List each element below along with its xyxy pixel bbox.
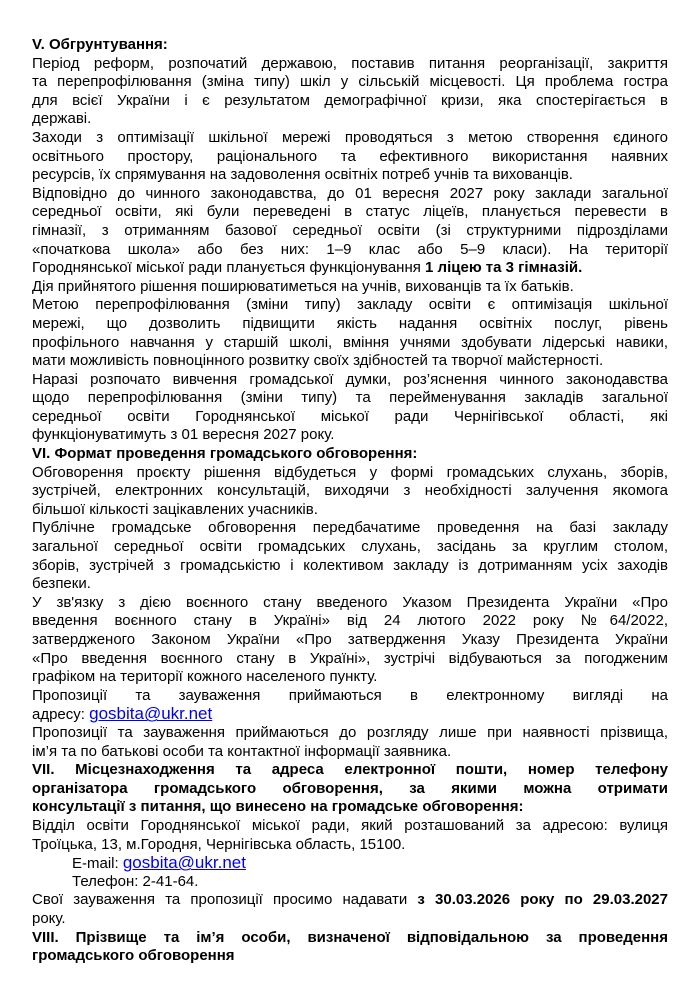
text-line: для всієї України і є результатом демографічної кризи, яка спостерігається в xyxy=(32,91,668,109)
text-line: освітнього простору, раціонального та ефективного використання наявних xyxy=(32,147,668,165)
text-line: профільного навчання у старшій школі, вміння учнями здобувати лідерські навики, xyxy=(32,333,668,351)
paragraph xyxy=(32,185,668,278)
paragraph xyxy=(32,129,668,185)
text-line: року. xyxy=(32,909,66,927)
email-link[interactable]: gosbita@ukr.net xyxy=(89,704,213,724)
text-span: Свої зауваження та пропозиції просимо надавати xyxy=(32,891,418,909)
section-heading xyxy=(32,36,668,55)
text-line: зборів, зустрічей з громадськістю і колективом закладу із дотриманням усіх заходів xyxy=(32,556,668,574)
text-line: гімназії, з отриманням базової середньої освіти (зі структурними підрозділами xyxy=(32,221,668,239)
text-line: VIII. Прізвище та ім’я особи, визначеної відповідальною за проведення xyxy=(32,928,668,946)
paragraph xyxy=(32,55,668,129)
text-line: зустрічей, електронних консультацій, виходячи з необхідності залучення якомога xyxy=(32,482,668,500)
text-line: загальної середньої освіти громадських слухань, засідань за круглим столом, xyxy=(32,538,668,556)
text-line: Період реформ, розпочатий державою, поставив питання реорганізації, закриття xyxy=(32,54,668,72)
text-line: Заходи з оптимізації шкільної мережі проводяться з метою створення єдиного xyxy=(32,128,668,146)
text-line: консультації з питання, що винесено на громадське обговорення: xyxy=(32,798,524,816)
text-span: Городнянської міської ради планується функціонування xyxy=(32,259,426,277)
text-line: організатора громадського обговорення, за якими можна отримати xyxy=(32,779,668,797)
bold-text: 1 ліцею та 3 гімназій. xyxy=(425,259,583,277)
section-heading xyxy=(32,445,668,464)
document-page xyxy=(32,36,668,966)
text-span: E-mail: xyxy=(72,855,123,873)
paragraph xyxy=(32,296,668,370)
paragraph xyxy=(32,464,668,520)
text-line: щодо перепрофілювання (зміни типу) та перейменування закладів загальної xyxy=(32,389,668,407)
text-line: VII. Місцезнаходження та адреса електронної пошти, номер телефону xyxy=(32,761,668,779)
text-line: Дія прийнятого рішення поширюватиметься на учнів, вихованців та їх батьків. xyxy=(32,277,574,295)
contact-line xyxy=(32,854,668,873)
text-line: та перепрофілювання (зміна типу) шкіл у сільській місцевості. Ця проблема гостра xyxy=(32,73,668,91)
paragraph xyxy=(32,891,668,928)
text-line: Метою перепрофілювання (зміни типу) закладу освіти є оптимізація шкільної xyxy=(32,296,668,314)
text-line: «початкова школа» або без них: 1–9 клас або 5–9 класи). На території xyxy=(32,240,668,258)
bold-text: з 30.03.2026 року по 29.03.2027 xyxy=(417,891,668,909)
text-line: VI. Формат проведення громадського обговорення: xyxy=(32,445,418,463)
text-line: У зв'язку з дією воєнного стану введеного Указом Президента України «Про xyxy=(32,593,668,611)
text-line: введення воєнного стану в Україні» від 24 лютого 2022 року №64/2022, xyxy=(32,612,668,630)
paragraph xyxy=(32,724,668,761)
paragraph xyxy=(32,817,668,854)
text-line: Пропозиції та зауваження приймаються до розгляду лише при наявності прізвища, xyxy=(32,723,668,741)
text-line: Обговорення проєкту рішення відбудеться у формі громадських слухань, зборів, xyxy=(32,463,668,481)
text-line: громадського обговорення xyxy=(32,947,235,965)
text-line: ресурсів, їх спрямування на задоволення освітніх потреб учнів та вихованців. xyxy=(32,166,573,184)
text-line: Телефон: 2-41-64. xyxy=(72,872,199,890)
text-line: мережі, що дозволить підвищити якість надання освітніх послуг, рівень xyxy=(32,314,668,332)
text-line: середньої освіти Городнянської міської ради Чернігівської області, які xyxy=(32,407,668,425)
paragraph xyxy=(32,519,668,593)
text-line: Наразі розпочато вивчення громадської думки, роз’яснення чинного законодавства xyxy=(32,370,668,388)
text-line: державі. xyxy=(32,110,92,128)
paragraph xyxy=(32,371,668,445)
text-line: Відповідно до чинного законодавства, до 01 вересня 2027 року заклади загальної xyxy=(32,184,668,202)
text-line: середньої освіти, які були переведені в статус ліцеїв, планується перевести в xyxy=(32,203,668,221)
contact-line xyxy=(32,873,668,892)
text-line xyxy=(32,259,668,278)
text-line xyxy=(32,705,668,724)
text-line: «Про введення воєнного стану в Україні», зустрічі відбуваються за погодженим xyxy=(32,649,668,667)
section-heading xyxy=(32,761,668,817)
text-line: Троїцька, 13, м.Городня, Чернігівська область, 15100. xyxy=(32,835,406,853)
text-line: ім’я та по батькові особи та контактної інформації заявника. xyxy=(32,742,452,760)
paragraph xyxy=(32,594,668,687)
email-link[interactable]: gosbita@ukr.net xyxy=(122,853,246,873)
text-line: затвердженого Законом України «Про затвердження Указу Президента України xyxy=(32,631,668,648)
text-line: V. Обгрунтування: xyxy=(32,36,168,53)
text-span: адресу: xyxy=(32,706,90,724)
paragraph xyxy=(32,687,668,724)
paragraph xyxy=(32,278,668,297)
text-line xyxy=(32,854,668,873)
text-line: графіком на території кожного населеного пункту. xyxy=(32,668,378,686)
text-line: Пропозиції та зауваження приймаються в електронному вигляді на xyxy=(32,686,668,704)
text-line: Публічне громадське обговорення передбачатиме проведення на базі закладу xyxy=(32,519,668,537)
text-line: мати можливість повноцінного розвитку своїх здібностей та творчої майстерності. xyxy=(32,352,604,370)
text-line xyxy=(32,891,668,910)
text-line: Відділ освіти Городнянської міської ради, який розташований за адресою: вулиця xyxy=(32,816,668,834)
text-line: функціонуватимуть з 01 вересня 2027 року. xyxy=(32,426,335,444)
text-line: безпеки. xyxy=(32,575,91,593)
text-line: більшої кількості зацікавлених учасників. xyxy=(32,500,318,518)
section-heading xyxy=(32,929,668,966)
